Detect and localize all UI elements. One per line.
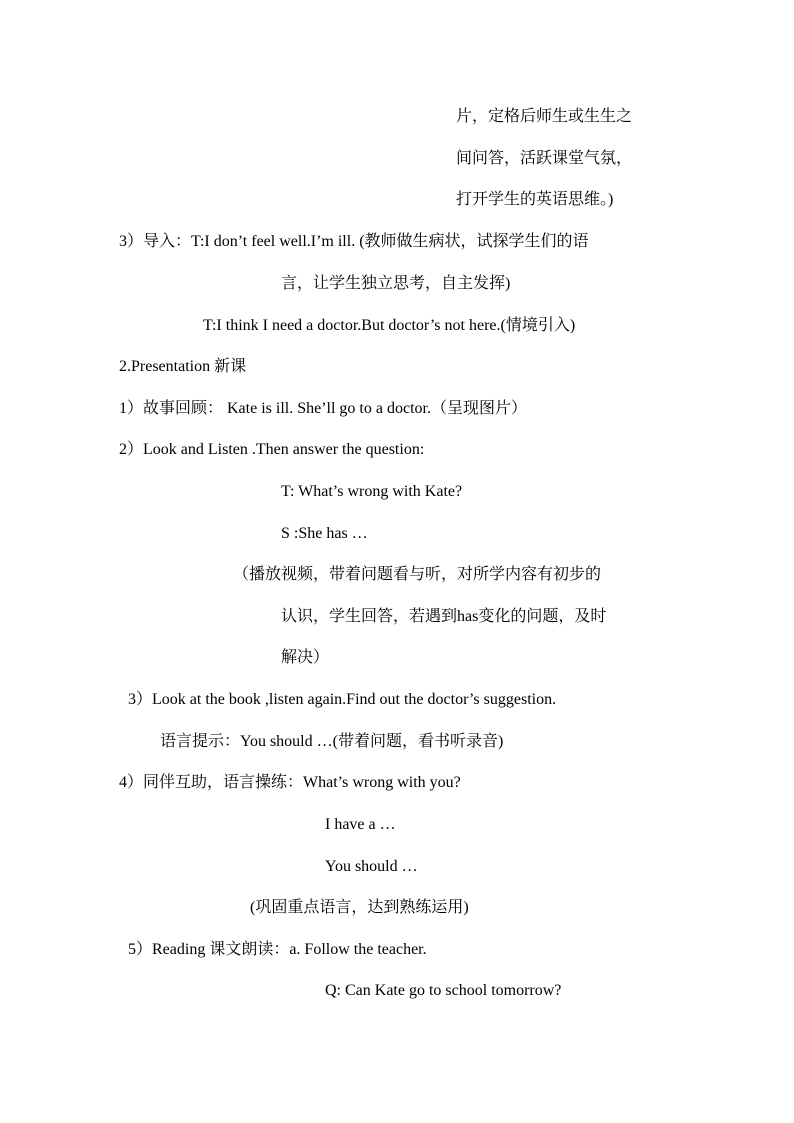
text-line: 1）故事回顾： Kate is ill. She’ll go to a doctor.（呈现图片）	[119, 400, 527, 417]
text-line: 3）导入：T:I don’t feel well.I’m ill. (教师做生病状，试探学生们的语	[119, 233, 589, 250]
text-line: You should …	[325, 858, 418, 875]
text-line: I have a …	[325, 816, 396, 833]
text-line: 间问答，活跃课堂气氛，	[456, 150, 633, 167]
text-line: 片，定格后师生或生生之	[456, 108, 633, 125]
text-line: Q: Can Kate go to school tomorrow?	[325, 982, 562, 999]
text-line: 4）同伴互助，语言操练：What’s wrong with you?	[119, 774, 461, 791]
text-line: T:I think I need a doctor.But doctor’s not here.(情境引入)	[203, 317, 576, 334]
section-heading: 2.Presentation 新课	[119, 358, 247, 375]
text-line: 言，让学生独立思考，自主发挥)	[281, 275, 511, 292]
text-line: T: What’s wrong with Kate?	[281, 483, 463, 500]
text-line: 3）Look at the book ,listen again.Find out the doctor’s suggestion.	[128, 691, 557, 708]
text-line: 打开学生的英语思维。)	[456, 191, 614, 208]
text-line: (巩固重点语言，达到熟练运用)	[250, 899, 469, 916]
text-line: 解决）	[281, 649, 330, 666]
text-line: 5）Reading 课文朗读：a. Follow the teacher.	[128, 941, 427, 958]
text-line: （播放视频，带着问题看与听，对所学内容有初步的	[233, 566, 602, 583]
text-line: 语言提示：You should …(带着问题，看书听录音)	[160, 733, 504, 750]
text-line: 2）Look and Listen .Then answer the question:	[119, 441, 425, 458]
text-line: S :She has …	[281, 525, 368, 542]
text-line: 认识，学生回答，若遇到has变化的问题，及时	[281, 608, 607, 625]
